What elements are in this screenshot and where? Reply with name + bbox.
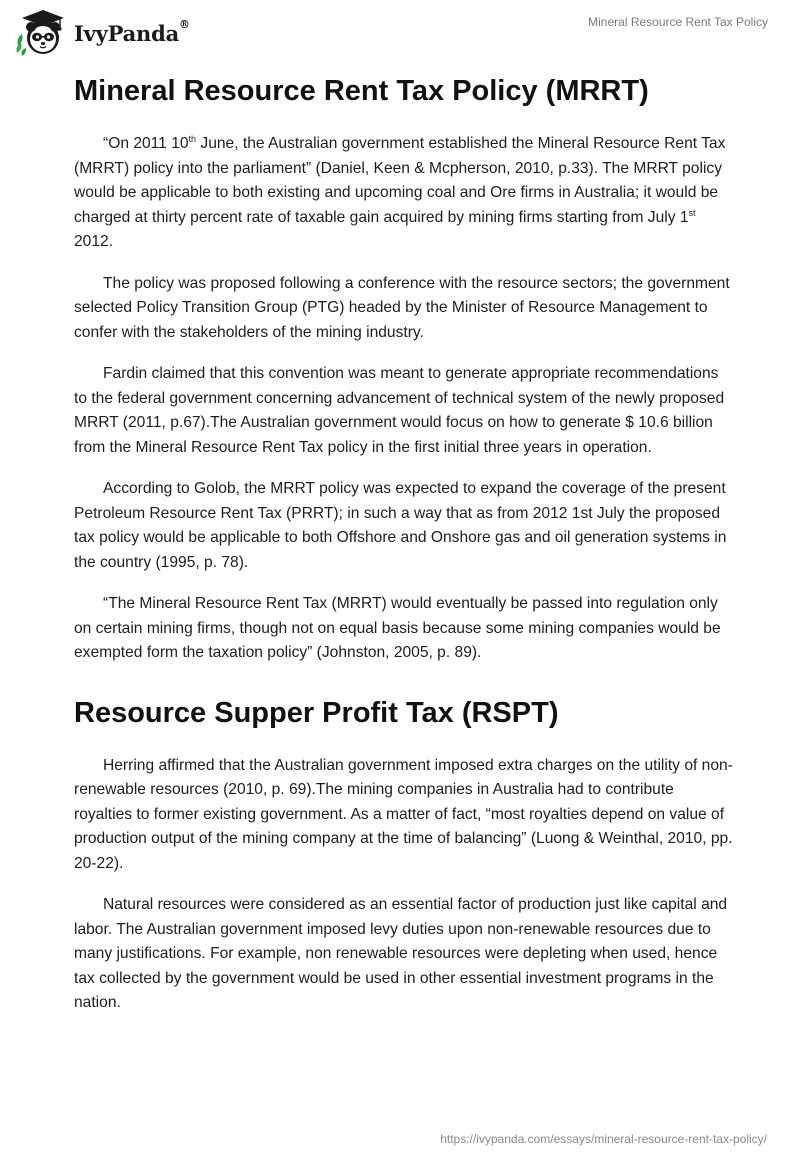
paragraph: The policy was proposed following a conference with the resource sectors; the government selected Policy Transition Group (PTG) headed by the Minister of Resource Management to confer with the stakeholders of the mining industry. <box>74 274 730 341</box>
article-body <box>74 72 734 1033</box>
paragraph: “The Mineral Resource Rent Tax (MRRT) would eventually be passed into regulation only on certain mining firms, though not on equal basis because some mining companies would be exempted form the taxation policy” (Johnston, 2005, p. 89). <box>74 595 721 661</box>
section-heading: Resource Supper Profit Tax (RSPT) <box>74 696 559 729</box>
source-url-link[interactable]: https://ivypanda.com/essays/mineral-resource-rent-tax-policy/ <box>440 1132 767 1146</box>
paragraph: Fardin claimed that this convention was meant to generate appropriate recommendations to the federal government concerning advancement of technical system of the newly proposed MRRT (2011, p.67).The Australian government would focus on how to generate $ 10.6 billion from the Mineral Resource Rent Tax policy in the first initial three years in operation. <box>74 365 725 456</box>
section-heading: Mineral Resource Rent Tax Policy (MRRT) <box>74 75 649 107</box>
paragraph: Herring affirmed that the Australian government imposed extra charges on the utility of non-renewable resources (2010, p. 69).The mining companies in Australia had to contribute royalties to former existing government. As a matter of fact, “most royalties depend on value of production output of the mining company at the time of balancing” (Luong & Weinthal, 2010, pp. 20-22). <box>74 756 733 872</box>
paragraph: According to Golob, the MRRT policy was expected to expand the coverage of the present Petroleum Resource Rent Tax (PRRT); in such a way that as from 2012 1st July the proposed tax policy would be applicable to both Offshore and Onshore gas and oil generation systems in the country (1995, p. 78). <box>74 480 727 571</box>
logo-wordmark: IvyPanda® <box>74 17 190 46</box>
ivypanda-logo[interactable] <box>14 6 190 60</box>
panda-logo-icon <box>14 6 68 60</box>
paragraph: Natural resources were considered as an essential factor of production just like capital and labor. The Australian government imposed levy duties upon non-renewable resources due to many justifications. For example, non renewable resources were depleting when used, hence tax collected by the government would be used in other essential investment programs in the nation. <box>74 896 728 1011</box>
page-header <box>0 0 800 64</box>
paragraph: “On 2011 10th June, the Australian government established the Mineral Resource Rent Tax (MRRT) policy into the parliament” (Daniel, Keen & Mcpherson, 2010, p.33). The MRRT policy would be applicable to both existing and upcoming coal and Ore firms in Australia; it would be charged at thirty percent rate of taxable gain acquired by mining firms starting from July 1st 2012. <box>74 133 726 250</box>
document-title: Mineral Resource Rent Tax Policy <box>588 15 768 29</box>
